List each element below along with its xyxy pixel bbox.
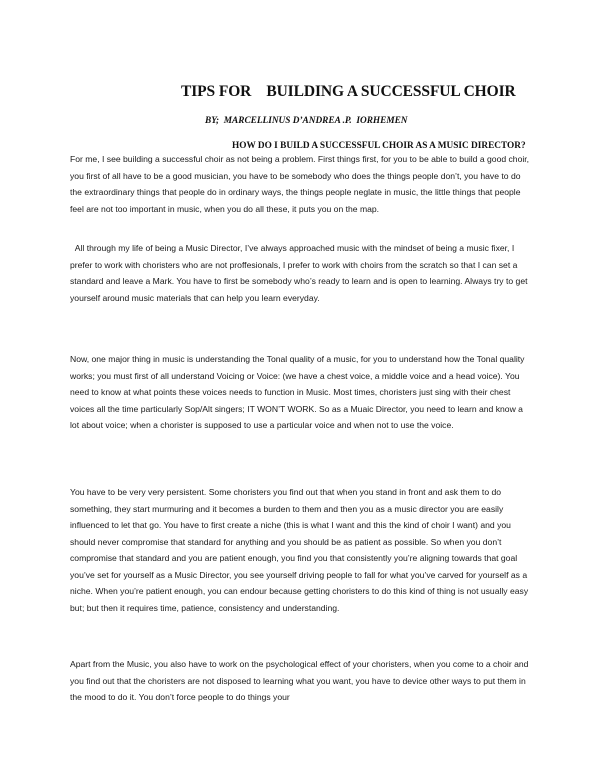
paragraph-4: You have to be very very persistent. Some choristers you find out that when you stand in front and ask them to do something, they start murmuring and it becomes a burden to them and then you as a music director you are easily influenced to let that go. You have to first create a niche (this is what I want and this the kind of choir I want) and you should never compromise that standard for anything and you should be as patient as possible. So when you don’t compromise that standard and you are patient enough, you find you that consistently you’re aligning towards that goal you’ve set for yourself as a Music Director, you see yourself driving people to fall for what you’ve carved for yourself as a niche. When you’re patient enough, you can endour because getting choristers to do this kind of thing is not usually easy but; but then it requires time, patience, consistency and understanding. [70, 487, 529, 613]
paragraph-5: Apart from the Music, you also have to work on the psychological effect of your choristers, when you come to a choir and you find out that the choristers are not disposed to learning what you want, you have to device other ways to put them in the mood to do it. You don’t force people to do things your [70, 659, 529, 702]
paragraph-3: Now, one major thing in music is understanding the Tonal quality of a music, for you to understand how the Tonal quality works; you must first of all understand Voicing or Voice: (we have a chest voice, a middle voice and a head voice). You need to know at what points these voices needs to function in Music. Most times, choristers just sing with their chest voices all the time particularly Sop/Alt singers; IT WON’T WORK. So as a Muaic Director, you need to learn and know a lot about voice; when a chorister is supposed to use a particular voice and when not to use the voice. [70, 354, 525, 430]
author-byline: BY; MARCELLINUS D’ANDREA .P. IORHEMEN [205, 116, 408, 126]
document-title: TIPS FOR BUILDING A SUCCESSFUL CHOIR [181, 83, 516, 100]
paragraph-1: For me, I see building a successful choir as not being a problem. First things first, for you to be able to build a good choir, you first of all have to be a good musician, you have to be somebody who does the things people don’t, you have to do the extraordinary things that people do in ordinary ways, the things people neglate in music, the little things that people feel are not too important in music, when you do all these, it puts you on the map. [70, 154, 530, 214]
paragraph-2: All through my life of being a Music Director, I’ve always approached music with the mindset of being a music fixer, I prefer to work with choristers who are not proffesionals, I prefer to work with choirs from the scratch so that I can set a standard and leave a Mark. You have to first be somebody who’s ready to learn and is open to learning. Always try to get yourself around music materials that can help you learn everyday. [70, 243, 530, 303]
section-subheading: HOW DO I BUILD A SUCCESSFUL CHOIR AS A MUSIC DIRECTOR? [232, 141, 526, 151]
